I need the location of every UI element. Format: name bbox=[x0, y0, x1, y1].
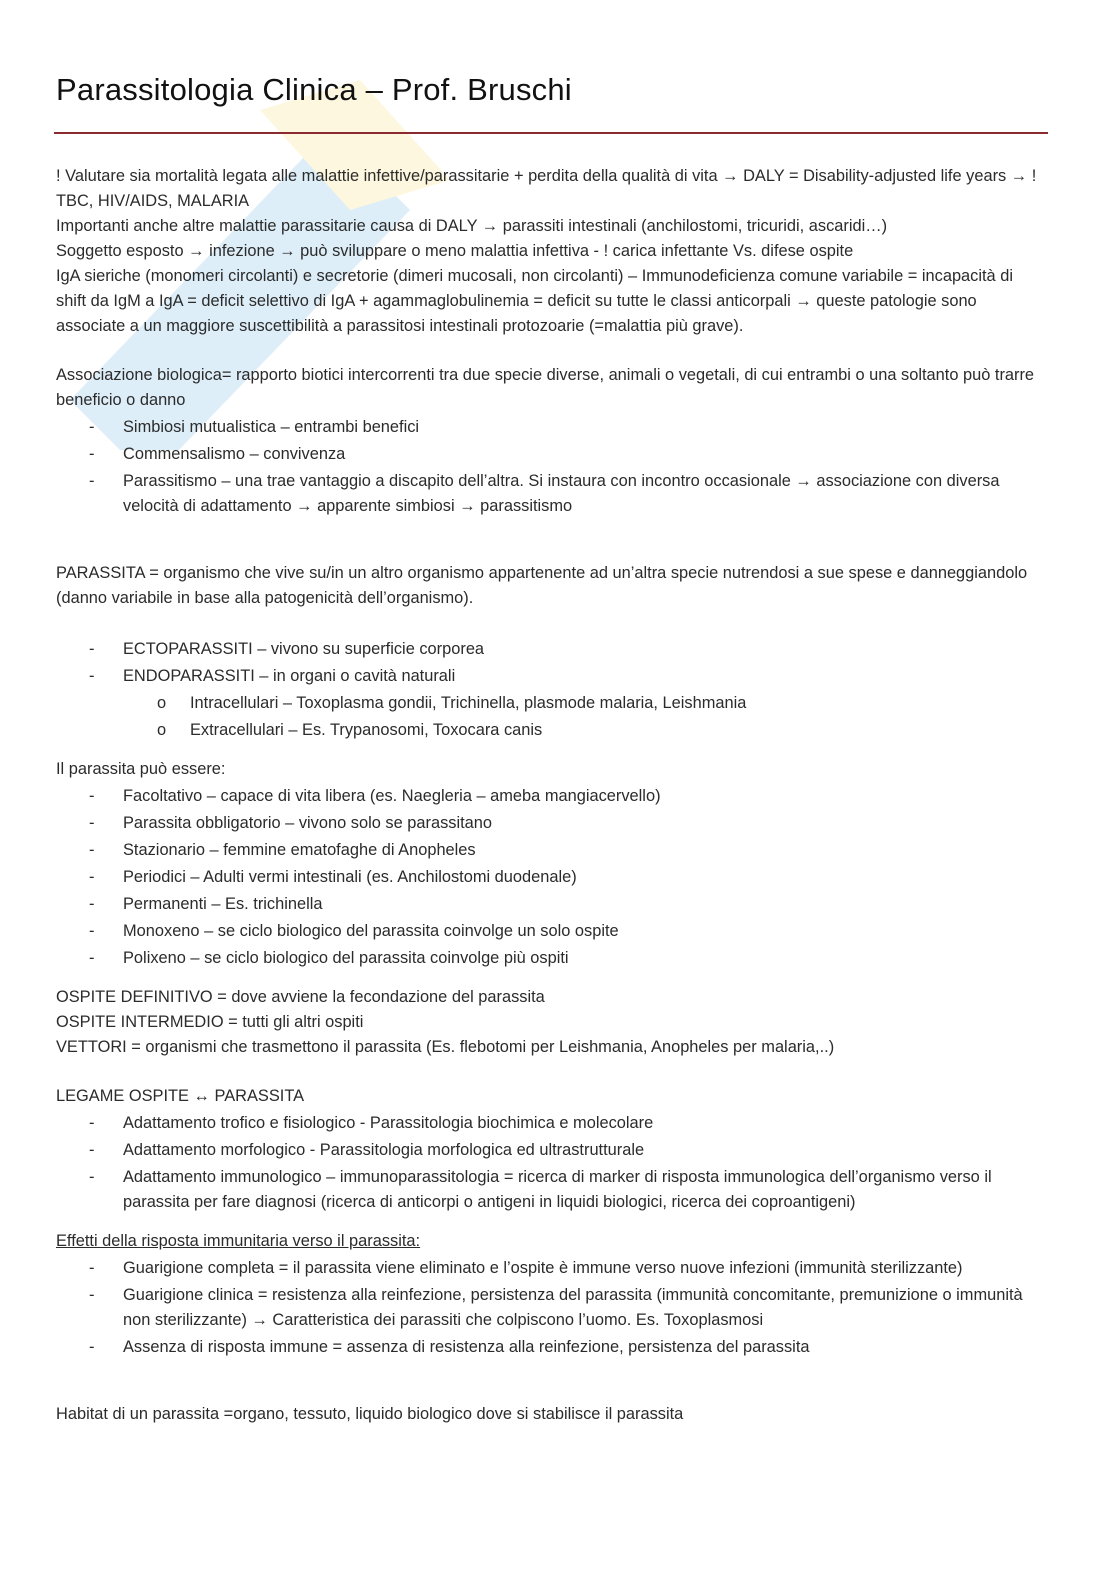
intro-paragraph: IgA sieriche (monomeri circolanti) e secretorie (dimeri mucosali, non circolanti) – Immunodeficienza comune variabile = incapacità di shift da IgM a IgA = deficit selettivo di IgA + agammaglobulinemia = deficit su tutte le classi anticorpali → queste patologie sono associate a un maggiore suscettibilità a parassitosi intestinali protozoarie (=malattia più grave). bbox=[56, 267, 1013, 335]
parasite-definition: PARASSITA = organismo che vive su/in un altro organismo appartenente ad un’altra specie nutrendosi a sue spese e danneggiandolo (danno variabile in base alla patogenicità dell’organismo). bbox=[56, 564, 1028, 607]
list-item: - Assenza di risposta immune = assenza di resistenza alla reinfezione, persistenza del parassita bbox=[56, 1335, 1046, 1360]
host-definition: VETTORI = organismi che trasmettono il parassita (Es. flebotomi per Leishmania, Anopheles per malaria,..) bbox=[56, 1038, 835, 1056]
list-item: - Periodici – Adulti vermi intestinali (es. Anchilostomi duodenale) bbox=[56, 865, 1046, 890]
list-item: - ECTOPARASSITI – vivono su superficie corporea bbox=[56, 637, 1046, 662]
parasite-types-list bbox=[56, 637, 1046, 689]
effects-list bbox=[56, 1256, 1046, 1360]
list-item: - Adattamento trofico e fisiologico - Parassitologia biochimica e molecolare bbox=[56, 1111, 1046, 1136]
host-definition: OSPITE DEFINITIVO = dove avviene la fecondazione del parassita bbox=[56, 988, 545, 1006]
list-item: - Adattamento immunologico – immunoparassitologia = ricerca di marker di risposta immunologica dell’organismo verso il parassita per fare diagnosi (ricerca di anticorpi o antigeni in liquidi biologici, ricerca dei coproantigeni) bbox=[56, 1165, 1046, 1215]
document-page bbox=[56, 70, 1046, 1427]
can-be-heading: Il parassita può essere: bbox=[56, 760, 226, 778]
endoparasite-sublist bbox=[56, 691, 1046, 743]
habitat-definition: Habitat di un parassita =organo, tessuto, liquido biologico dove si stabilisce il parassita bbox=[56, 1405, 684, 1423]
list-item: - Guarigione completa = il parassita viene eliminato e l’ospite è immune verso nuove infezioni (immunità sterilizzante) bbox=[56, 1256, 1046, 1281]
list-item: - ENDOPARASSITI – in organi o cavità naturali bbox=[56, 664, 1046, 689]
list-item: - Adattamento morfologico - Parassitologia morfologica ed ultrastrutturale bbox=[56, 1138, 1046, 1163]
association-definition: Associazione biologica= rapporto biotici intercorrenti tra due specie diverse, animali o vegetali, di cui entrambi o una soltanto può trarre beneficio o danno bbox=[56, 366, 1035, 409]
list-item: - Stazionario – femmine ematofaghe di Anopheles bbox=[56, 838, 1046, 863]
sub-list-item: o Intracellulari – Toxoplasma gondii, Trichinella, plasmode malaria, Leishmania bbox=[56, 691, 1046, 716]
page-title: Parassitologia Clinica – Prof. Bruschi bbox=[56, 72, 572, 107]
list-item: - Commensalismo – convivenza bbox=[56, 442, 1046, 467]
association-list bbox=[56, 415, 1046, 519]
list-item: - Guarigione clinica = resistenza alla reinfezione, persistenza del parassita (immunità concomitante, premunizione o immunità non sterilizzante) → Caratteristica dei parassiti che colpiscono l’uomo. Es. Toxoplasmosi bbox=[56, 1283, 1046, 1333]
effects-heading: Effetti della risposta immunitaria verso il parassita: bbox=[56, 1232, 421, 1250]
list-item: - Monoxeno – se ciclo biologico del parassita coinvolge un solo ospite bbox=[56, 919, 1046, 944]
can-be-list bbox=[56, 784, 1046, 971]
list-item: - Parassitismo – una trae vantaggio a discapito dell’altra. Si instaura con incontro occasionale → associazione con diversa velocità di adattamento → apparente simbiosi → parassitismo bbox=[56, 469, 1046, 519]
sub-list-item: o Extracellulari – Es. Trypanosomi, Toxocara canis bbox=[56, 718, 1046, 743]
bond-list bbox=[56, 1111, 1046, 1215]
host-definition: OSPITE INTERMEDIO = tutti gli altri ospiti bbox=[56, 1013, 364, 1031]
intro-paragraph: Importanti anche altre malattie parassitarie causa di DALY → parassiti intestinali (anchilostomi, tricuridi, ascaridi…) bbox=[56, 217, 888, 235]
intro-paragraph: ! Valutare sia mortalità legata alle malattie infettive/parassitarie + perdita della qualità di vita → DALY = Disability-adjusted life years → ! TBC, HIV/AIDS, MALARIA bbox=[56, 167, 1037, 210]
intro-paragraph: Soggetto esposto → infezione → può sviluppare o meno malattia infettiva - ! carica infettante Vs. difese ospite bbox=[56, 242, 854, 260]
list-item: - Simbiosi mutualistica – entrambi benefici bbox=[56, 415, 1046, 440]
bond-heading: LEGAME OSPITE ↔ PARASSITA bbox=[56, 1087, 305, 1105]
list-item: - Parassita obbligatorio – vivono solo se parassitano bbox=[56, 811, 1046, 836]
title-divider bbox=[54, 132, 1048, 134]
list-item: - Facoltativo – capace di vita libera (es. Naegleria – ameba mangiacervello) bbox=[56, 784, 1046, 809]
document-body bbox=[56, 164, 1046, 1427]
list-item: - Permanenti – Es. trichinella bbox=[56, 892, 1046, 917]
list-item: - Polixeno – se ciclo biologico del parassita coinvolge più ospiti bbox=[56, 946, 1046, 971]
